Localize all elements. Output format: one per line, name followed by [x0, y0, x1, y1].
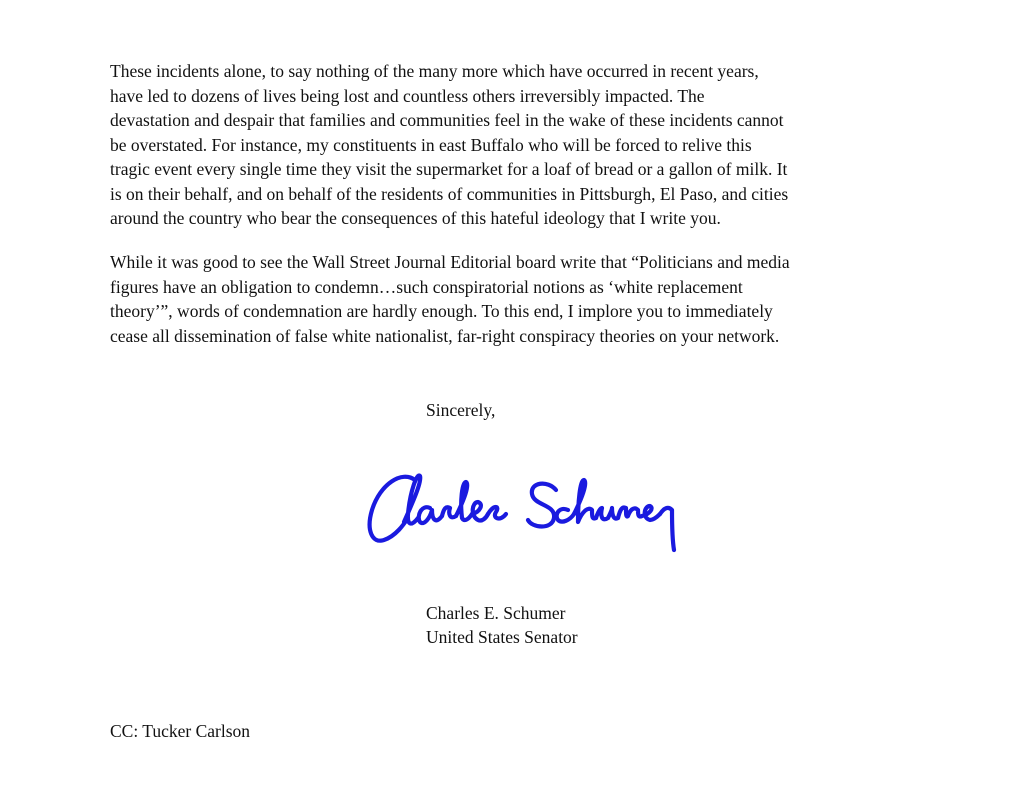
- paragraph-line: devastation and despair that families and communities feel in the wake of these incidents cannot: [110, 110, 784, 130]
- paragraph-line: is on their behalf, and on behalf of the residents of communities in Pittsburgh, El Paso, and cities: [110, 183, 789, 204]
- paragraph-line: have led to dozens of lives being lost and countless others irreversibly impacted. The: [110, 85, 705, 106]
- paragraph-line: While it was good to see the Wall Street Journal Editorial board write that “Politicians and media: [110, 252, 790, 272]
- paragraph-line: tragic event every single time they visit the supermarket for a loaf of bread or a gallon of milk. It: [110, 159, 788, 179]
- paragraph-line: around the country who bear the consequences of this hateful ideology that I write you.: [110, 208, 721, 228]
- paragraph-line: figures have an obligation to condemn…such conspiratorial notions as ‘white replacement: [110, 276, 743, 297]
- body-paragraph-1: [110, 59, 940, 231]
- paragraph-line: These incidents alone, to say nothing of the many more which have occurred in recent years,: [110, 61, 759, 81]
- body-paragraph-2: [110, 250, 940, 348]
- paragraph-line: cease all dissemination of false white nationalist, far-right conspiracy theories on your network.: [110, 325, 780, 346]
- paragraph-line: be overstated. For instance, my constituents in east Buffalo who will be forced to relive this: [110, 134, 752, 155]
- handwritten-signature: [360, 462, 690, 562]
- signer-name: Charles E. Schumer: [426, 603, 566, 623]
- signer-title: United States Senator: [426, 627, 578, 647]
- cc-line: CC: Tucker Carlson: [110, 721, 251, 741]
- closing-salutation: Sincerely,: [426, 400, 496, 420]
- paragraph-line: theory’”, words of condemnation are hardly enough. To this end, I implore you to immediately: [110, 301, 773, 321]
